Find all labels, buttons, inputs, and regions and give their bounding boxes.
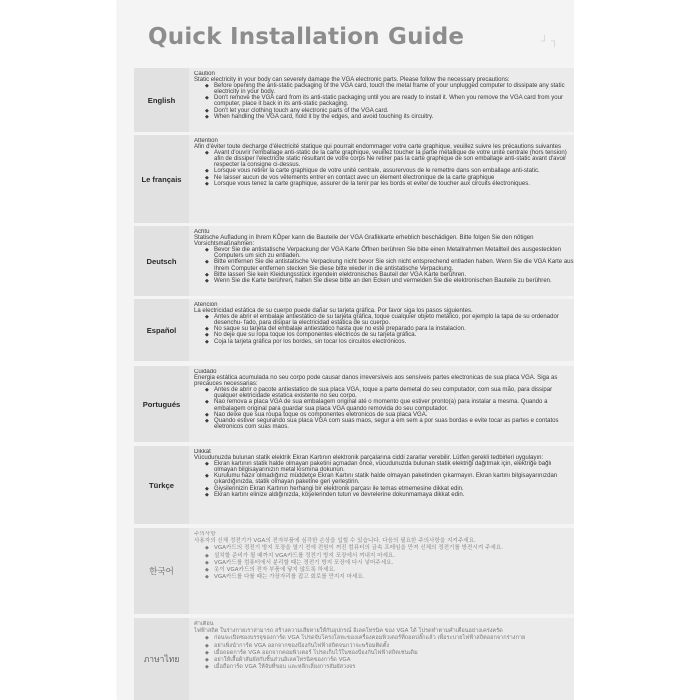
language-label: Español (146, 325, 177, 335)
corner-registration-mark: ┘ ┐ (541, 36, 558, 47)
section-heading: 주의사항 (194, 531, 216, 537)
page-title: Quick Installation Guide (148, 24, 465, 50)
list-item: ◆ Wenn Sie die Karte berühren, halten Sie diese bitte an den Ecken und vermeiden Sie die elektronischen Bauteile zu berühren. (194, 278, 574, 284)
list-item: ◆ VGA카드를 다룰 때는 가장자리를 잡고 회로를 만지지 마세요. (194, 574, 574, 581)
list-item: ◆ Bitte lassen Sie kein Kleidungsstück irgendein elektronisches Bauteil der VGA Karte berühren. (194, 272, 574, 278)
language-label: ภาษาไทย (143, 655, 180, 665)
language-label: Türkçe (149, 480, 174, 490)
section-text (194, 71, 574, 130)
section-text (194, 621, 574, 698)
section-intro: Energia estática acumulada no seu corpo pode causar danos irreversíveis aos sensíveis partes electronicas de sua placa VGA. Siga as precauces necessarias: (194, 375, 558, 388)
language-label: Portugués (142, 399, 181, 409)
section-heading: Atencion (194, 302, 218, 308)
section-english (134, 68, 574, 132)
section-thai (134, 618, 574, 700)
section-heading: Caution (194, 71, 215, 77)
list-item: ◆ Lorsque vous tenez la carte graphique, assurer de la tenir par les bords et eviter de toucher aux circuits électroniques. (194, 181, 574, 187)
list-item: ◆ Giysilerinizin Ekran Kartının herhangi bir elektronik parçası ile temas etmemesine dikkat edin. (194, 486, 574, 492)
list-item: ◆ Ekran kartını elinize aldığınızda, köşelerinden tutun ve devrelerine dokunmamaya dikkat edin. (194, 492, 574, 498)
section-intro: Vücudunuzda bulunan statik elektrik Ekran Kartının elektronik parçalarına ciddi zararlar verebilir. Lütfen gerekli tedbirleri uygulayın: (194, 455, 544, 462)
section-korean (134, 528, 574, 614)
language-cell (134, 528, 189, 614)
list-item: ◆ Before opening the anti-static packaging of the VGA card, touch the metal frame of your unplugged computer to dissipate any static electricity in your body. (194, 83, 574, 95)
list-item: ◆ อย่าให้เสื้อผ้าสัมผัสกับชิ้นส่วนอิเลคโทรนิคของการ์ด VGA (194, 657, 574, 664)
language-cell (134, 135, 189, 223)
language-cell (134, 366, 189, 442)
section-spanish (134, 299, 574, 361)
list-item: ◆ Quando estiver segurando sua placa VGA com suas maos, segur a em sem a por suas bordas e evite tocar as partes e contatos eletronicos com suas maos. (194, 418, 574, 430)
list-item: ◆ อย่าเพิ่งนำการ์ด VGA ออกจากซองป้องกันไฟฟ้าสถิตจนกว่าจะพร้อมติดตั้ง (194, 643, 574, 650)
language-cell (134, 446, 189, 524)
section-portuguese (134, 366, 574, 442)
section-turkish (134, 446, 574, 524)
list-item: ◆ Avant d'ouvrir l'emballage anti-static de la carte graphique, veuillez toucher la partie métallique de votre unite centrale (hors tension) afin de dissiper l'electricite static résultant de votre corps Ne retirer pas la carte graphique de son emballage anti-static avant d'avoir respecter la consigne ci-dessus. (194, 150, 574, 168)
list-item: ◆ Antes de abrir o pacote antiestatico de sua placa VGA, toque a parte demetal do seu computador, com sua mão, para dissipar qualquer eletricidade estatica existente no seu corpo. (194, 387, 574, 399)
precaution-list (194, 545, 574, 581)
list-item: ◆ No saque su tarjeta del embalaje antiestático hasta que no esté preparado para la instalacion. (194, 326, 574, 332)
list-item: ◆ Nao deixe que sua roupa toque os componentes eletronicos de sua placa VGA. (194, 412, 574, 418)
section-intro: ไฟฟ้าสถิต ในร่างกายเราสามารถ สร้างความเสียหายให้กับอุปกรณ์ อิเลคโทรนิค ของ VGA ได้ โปรดทำตามคำเตือนอย่างเคร่งครัด (194, 628, 503, 635)
list-item: ◆ Nao remova a placa VGA de sua embalagem original até o momento que estiver pronto(a) para instalar a mesma. Quando a embalagem original para guardar sua placa VGA quando removida do seu computador. (194, 399, 574, 411)
list-item: ◆ VGA카드를 컴퓨터에서 분리할 때는 정전기 방지 포장에 다시 넣어주세요. (194, 560, 574, 567)
section-text (194, 138, 574, 221)
precaution-list (194, 314, 574, 344)
list-item: ◆ เมื่อถือการ์ด VGA ให้จับที่ขอบ และหลีกเลี่ยงการสัมผัสวงจร (194, 664, 574, 671)
list-item: ◆ ก่อนจะเปิดซองบรรจุของการ์ด VGA โปรดจับโครงโลหะของเครื่องคอมพิวเตอร์ที่ถอดปลั๊กแล้ว เพื่อระบายไฟฟ้าสถิตออกจากร่างกาย (194, 635, 574, 642)
section-heading: Cuidado (194, 369, 217, 375)
language-cell (134, 68, 189, 132)
precaution-list (194, 150, 574, 187)
list-item: ◆ VGA카드의 정전기 방지 포장을 열기 전에 전원이 꺼진 컴퓨터의 금속 프레임을 만져 신체의 정전기를 방전시켜 주세요. (194, 545, 574, 552)
list-item: ◆ Lorsque vous retirer la carte graphique de votre unité centrale, assurervous de le remettre dans son emballage anti-static. (194, 168, 574, 174)
language-cell (134, 226, 189, 296)
section-text (194, 531, 574, 612)
list-item: ◆ Coja la tarjeta gráfica por los bordes, sin tocar los circuitos electrónicos. (194, 339, 574, 345)
section-heading: คำเตือน (194, 621, 214, 627)
section-heading: Dikkat (194, 449, 211, 455)
precaution-list (194, 387, 574, 430)
section-text (194, 369, 574, 440)
precaution-list (194, 461, 574, 498)
list-item: ◆ 옷이 VGA카드의 전자 부품에 닿지 않도록 하세요. (194, 567, 574, 574)
list-item: ◆ Antes de abrir el embalaje antiestático de su tarjeta gráfica, toque cualquier objeto metálico, por ejemplo la tapa de su ordenador desenchu- fado, para disipar la electricidad estática de su cuerpo. (194, 314, 574, 326)
list-item: ◆ เมื่อถอดการ์ด VGA ออกจากคอมพิวเตอร์ โปรดเก็บไว้ในซองป้องกันไฟฟ้าสถิตเช่นเดิม (194, 650, 574, 657)
list-item: ◆ 설치할 준비가 될 때까지 VGA카드를 정전기 방지 포장에서 꺼내지 마세요. (194, 553, 574, 560)
list-item: ◆ Don't remove the VGA card from its anti-static packaging until you are ready to install it. When you remove the VGA card from your computer, place it back in its anti-static packaging. (194, 95, 574, 107)
language-label: English (147, 95, 176, 105)
precaution-list (194, 83, 574, 120)
list-item: ◆ Don't let your clothing touch any electronic parts of the VGA card. (194, 108, 574, 114)
language-cell (134, 618, 189, 700)
list-item: ◆ Bevor Sie die antistatische Verpackung der VGA Karte Öffnen berühren Sie bitte einen Metallrahmen Metallteil des ausgesteckten Computers um sich zu entladen. (194, 247, 574, 259)
section-heading: Attention (194, 138, 218, 144)
section-text (194, 449, 574, 522)
section-heading: Achtu (194, 229, 210, 235)
list-item: ◆ Bitte entfernen Sie die antistatische Verpackung nicht bevor Sie sich nicht entsprechend entladen haben. Wenn Sie die VGA Karte aus Ihrem Computer entfernen stecken Sie diese bitte wieder in die antistatische Verpackung. (194, 259, 574, 271)
list-item: ◆ When handling the VGA card, hold it by the edges, and avoid touching its circuitry. (194, 114, 574, 120)
list-item: ◆ No deje que su ropa toque los componentes eléctricos de su tarjeta gráfica. (194, 332, 574, 338)
list-item: ◆ Kurulumu hazır olmadığınız müddetçe Ekran Kartını statik halde olmayan paketinden çıkarmayın. Ekran kartını bilgisayarınızdan çıkardığınızda, statik olmayan paketine geri yerleştirin. (194, 473, 574, 485)
section-french (134, 135, 574, 223)
precaution-list (194, 247, 574, 284)
section-intro: Statische Aufladung in Ihrem KÖper kann die Bauteile der VGA Grafikkarte erheblich beschädigen. Bitte folgen Sie den nötigen Vorsichtsmaßnahmen: (194, 235, 534, 248)
language-label: Deutsch (146, 256, 177, 266)
language-cell (134, 299, 189, 361)
section-text (194, 302, 574, 359)
section-text (194, 229, 574, 294)
section-intro: 사용자의 신체 정전기가 VGA의 전자부품에 심각한 손상을 입힐 수 있습니다. 다음의 필요한 주의사항을 지켜주세요. (194, 538, 476, 545)
language-label: Le français (141, 174, 182, 184)
language-label: 한국어 (149, 567, 174, 577)
precaution-list (194, 635, 574, 671)
section-german (134, 226, 574, 296)
list-item: ◆ Ne laisser aucun de vos vêtements entrer en contact avec un élement électronique de la carte graphique (194, 175, 574, 181)
section-intro: Afin d'éviter toute decharge d'électricité statique qui pourrait endommager votre carte graphique, veuillez suivre les précautions suivantes (194, 144, 562, 151)
section-intro: Static electricity in your body can severely damage the VGA electronic parts. Please follow the necessary precautions: (194, 77, 510, 84)
list-item: ◆ Ekran kartının statik halde olmayan paketini açmadan önce, vücudunuzda bulunan statik elektriği dağıtmak için, elektriğe bağlı olmayan bilgisayarınızın metal kısmına dokunun. (194, 461, 574, 473)
section-intro: La electricidad estática de su cuerpo puede dañar su tarjeta gráfica. Por favor siga los pasos siguientes. (194, 308, 473, 315)
